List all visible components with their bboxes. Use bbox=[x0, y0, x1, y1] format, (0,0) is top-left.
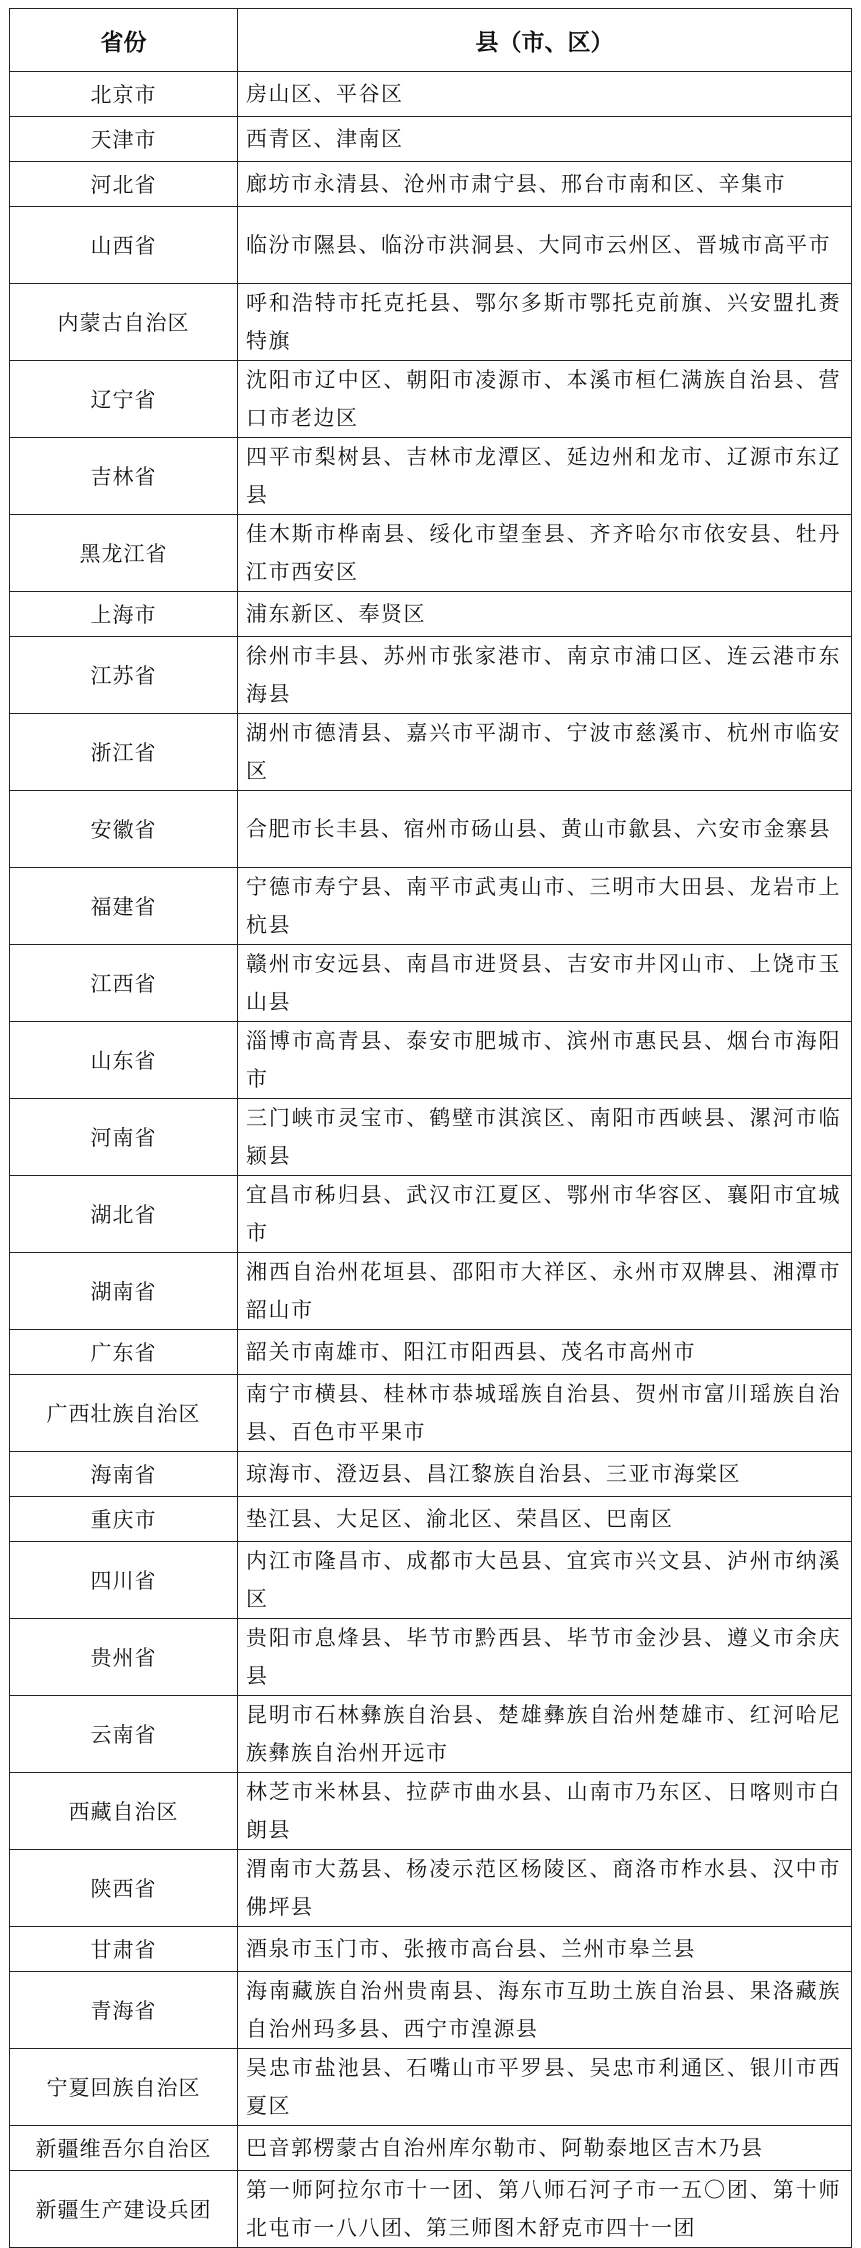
province-cell: 宁夏回族自治区 bbox=[10, 2049, 238, 2126]
header-row bbox=[10, 9, 852, 72]
province-cell: 新疆维吾尔自治区 bbox=[10, 2126, 238, 2171]
table-row bbox=[10, 1176, 852, 1253]
county-cell: 合肥市长丰县、宿州市砀山县、黄山市歙县、六安市金寨县 bbox=[238, 791, 852, 868]
province-cell: 海南省 bbox=[10, 1452, 238, 1497]
table-row bbox=[10, 1452, 852, 1497]
county-cell: 赣州市安远县、南昌市进贤县、吉安市井冈山市、上饶市玉山县 bbox=[238, 945, 852, 1022]
table-row bbox=[10, 1497, 852, 1542]
county-cell: 内江市隆昌市、成都市大邑县、宜宾市兴文县、泸州市纳溪区 bbox=[238, 1542, 852, 1619]
table-row bbox=[10, 72, 852, 117]
province-cell: 重庆市 bbox=[10, 1497, 238, 1542]
county-cell: 沈阳市辽中区、朝阳市凌源市、本溪市桓仁满族自治县、营口市老边区 bbox=[238, 361, 852, 438]
header-county: 县（市、区） bbox=[238, 9, 852, 72]
province-cell: 吉林省 bbox=[10, 438, 238, 515]
table-row bbox=[10, 162, 852, 207]
county-cell: 渭南市大荔县、杨凌示范区杨陵区、商洛市柞水县、汉中市佛坪县 bbox=[238, 1850, 852, 1927]
table-row bbox=[10, 1619, 852, 1696]
county-cell: 湖州市德清县、嘉兴市平湖市、宁波市慈溪市、杭州市临安区 bbox=[238, 714, 852, 791]
province-cell: 内蒙古自治区 bbox=[10, 284, 238, 361]
table-row bbox=[10, 1375, 852, 1452]
county-cell: 廊坊市永清县、沧州市肃宁县、邢台市南和区、辛集市 bbox=[238, 162, 852, 207]
table-row bbox=[10, 117, 852, 162]
county-cell: 南宁市横县、桂林市恭城瑶族自治县、贺州市富川瑶族自治县、百色市平果市 bbox=[238, 1375, 852, 1452]
table-row bbox=[10, 637, 852, 714]
table-row bbox=[10, 438, 852, 515]
province-cell: 河北省 bbox=[10, 162, 238, 207]
table-row bbox=[10, 361, 852, 438]
province-cell: 陕西省 bbox=[10, 1850, 238, 1927]
province-cell: 四川省 bbox=[10, 1542, 238, 1619]
county-cell: 徐州市丰县、苏州市张家港市、南京市浦口区、连云港市东海县 bbox=[238, 637, 852, 714]
province-cell: 上海市 bbox=[10, 592, 238, 637]
county-cell: 酒泉市玉门市、张掖市高台县、兰州市皋兰县 bbox=[238, 1927, 852, 1972]
table-row bbox=[10, 592, 852, 637]
province-cell: 黑龙江省 bbox=[10, 515, 238, 592]
table-row bbox=[10, 1542, 852, 1619]
county-cell: 三门峡市灵宝市、鹤壁市淇滨区、南阳市西峡县、漯河市临颍县 bbox=[238, 1099, 852, 1176]
county-cell: 昆明市石林彝族自治县、楚雄彝族自治州楚雄市、红河哈尼族彝族自治州开远市 bbox=[238, 1696, 852, 1773]
county-cell: 琼海市、澄迈县、昌江黎族自治县、三亚市海棠区 bbox=[238, 1452, 852, 1497]
province-cell: 山东省 bbox=[10, 1022, 238, 1099]
table-row bbox=[10, 284, 852, 361]
county-cell: 浦东新区、奉贤区 bbox=[238, 592, 852, 637]
province-cell: 山西省 bbox=[10, 207, 238, 284]
province-cell: 天津市 bbox=[10, 117, 238, 162]
province-cell: 湖北省 bbox=[10, 1176, 238, 1253]
province-cell: 浙江省 bbox=[10, 714, 238, 791]
table-row bbox=[10, 1696, 852, 1773]
table-row bbox=[10, 1253, 852, 1330]
table-row bbox=[10, 791, 852, 868]
table-row bbox=[10, 1022, 852, 1099]
table-row bbox=[10, 1099, 852, 1176]
table-row bbox=[10, 2126, 852, 2171]
province-cell: 青海省 bbox=[10, 1972, 238, 2049]
province-cell: 北京市 bbox=[10, 72, 238, 117]
province-cell: 广西壮族自治区 bbox=[10, 1375, 238, 1452]
province-cell: 湖南省 bbox=[10, 1253, 238, 1330]
table-row bbox=[10, 1850, 852, 1927]
county-cell: 海南藏族自治州贵南县、海东市互助土族自治县、果洛藏族自治州玛多县、西宁市湟源县 bbox=[238, 1972, 852, 2049]
province-cell: 江西省 bbox=[10, 945, 238, 1022]
county-cell: 临汾市隰县、临汾市洪洞县、大同市云州区、晋城市高平市 bbox=[238, 207, 852, 284]
province-cell: 云南省 bbox=[10, 1696, 238, 1773]
county-cell: 韶关市南雄市、阳江市阳西县、茂名市高州市 bbox=[238, 1330, 852, 1375]
county-cell: 四平市梨树县、吉林市龙潭区、延边州和龙市、辽源市东辽县 bbox=[238, 438, 852, 515]
county-cell: 佳木斯市桦南县、绥化市望奎县、齐齐哈尔市依安县、牡丹江市西安区 bbox=[238, 515, 852, 592]
table-body bbox=[10, 72, 852, 2248]
table-row bbox=[10, 1927, 852, 1972]
province-cell: 福建省 bbox=[10, 868, 238, 945]
county-cell: 贵阳市息烽县、毕节市黔西县、毕节市金沙县、遵义市余庆县 bbox=[238, 1619, 852, 1696]
county-cell: 垫江县、大足区、渝北区、荣昌区、巴南区 bbox=[238, 1497, 852, 1542]
table-row bbox=[10, 2049, 852, 2126]
province-cell: 贵州省 bbox=[10, 1619, 238, 1696]
county-cell: 淄博市高青县、泰安市肥城市、滨州市惠民县、烟台市海阳市 bbox=[238, 1022, 852, 1099]
table-row bbox=[10, 207, 852, 284]
province-cell: 安徽省 bbox=[10, 791, 238, 868]
province-cell: 广东省 bbox=[10, 1330, 238, 1375]
province-cell: 辽宁省 bbox=[10, 361, 238, 438]
county-cell: 林芝市米林县、拉萨市曲水县、山南市乃东区、日喀则市白朗县 bbox=[238, 1773, 852, 1850]
table-row bbox=[10, 945, 852, 1022]
county-cell: 湘西自治州花垣县、邵阳市大祥区、永州市双牌县、湘潭市韶山市 bbox=[238, 1253, 852, 1330]
province-cell: 河南省 bbox=[10, 1099, 238, 1176]
county-cell: 西青区、津南区 bbox=[238, 117, 852, 162]
county-cell: 吴忠市盐池县、石嘴山市平罗县、吴忠市利通区、银川市西夏区 bbox=[238, 2049, 852, 2126]
province-cell: 甘肃省 bbox=[10, 1927, 238, 1972]
province-cell: 西藏自治区 bbox=[10, 1773, 238, 1850]
table-row bbox=[10, 1972, 852, 2049]
county-cell: 第一师阿拉尔市十一团、第八师石河子市一五〇团、第十师北屯市一八八团、第三师图木舒克市四十一团 bbox=[238, 2171, 852, 2248]
county-cell: 宁德市寿宁县、南平市武夷山市、三明市大田县、龙岩市上杭县 bbox=[238, 868, 852, 945]
province-cell: 新疆生产建设兵团 bbox=[10, 2171, 238, 2248]
county-cell: 巴音郭楞蒙古自治州库尔勒市、阿勒泰地区吉木乃县 bbox=[238, 2126, 852, 2171]
table-row bbox=[10, 714, 852, 791]
table-row bbox=[10, 2171, 852, 2248]
table-row bbox=[10, 868, 852, 945]
county-cell: 呼和浩特市托克托县、鄂尔多斯市鄂托克前旗、兴安盟扎赉特旗 bbox=[238, 284, 852, 361]
table-row bbox=[10, 515, 852, 592]
county-cell: 房山区、平谷区 bbox=[238, 72, 852, 117]
header-province: 省份 bbox=[10, 9, 238, 72]
province-cell: 江苏省 bbox=[10, 637, 238, 714]
table-row bbox=[10, 1330, 852, 1375]
county-cell: 宜昌市秭归县、武汉市江夏区、鄂州市华容区、襄阳市宜城市 bbox=[238, 1176, 852, 1253]
table-row bbox=[10, 1773, 852, 1850]
county-table bbox=[9, 8, 852, 2248]
